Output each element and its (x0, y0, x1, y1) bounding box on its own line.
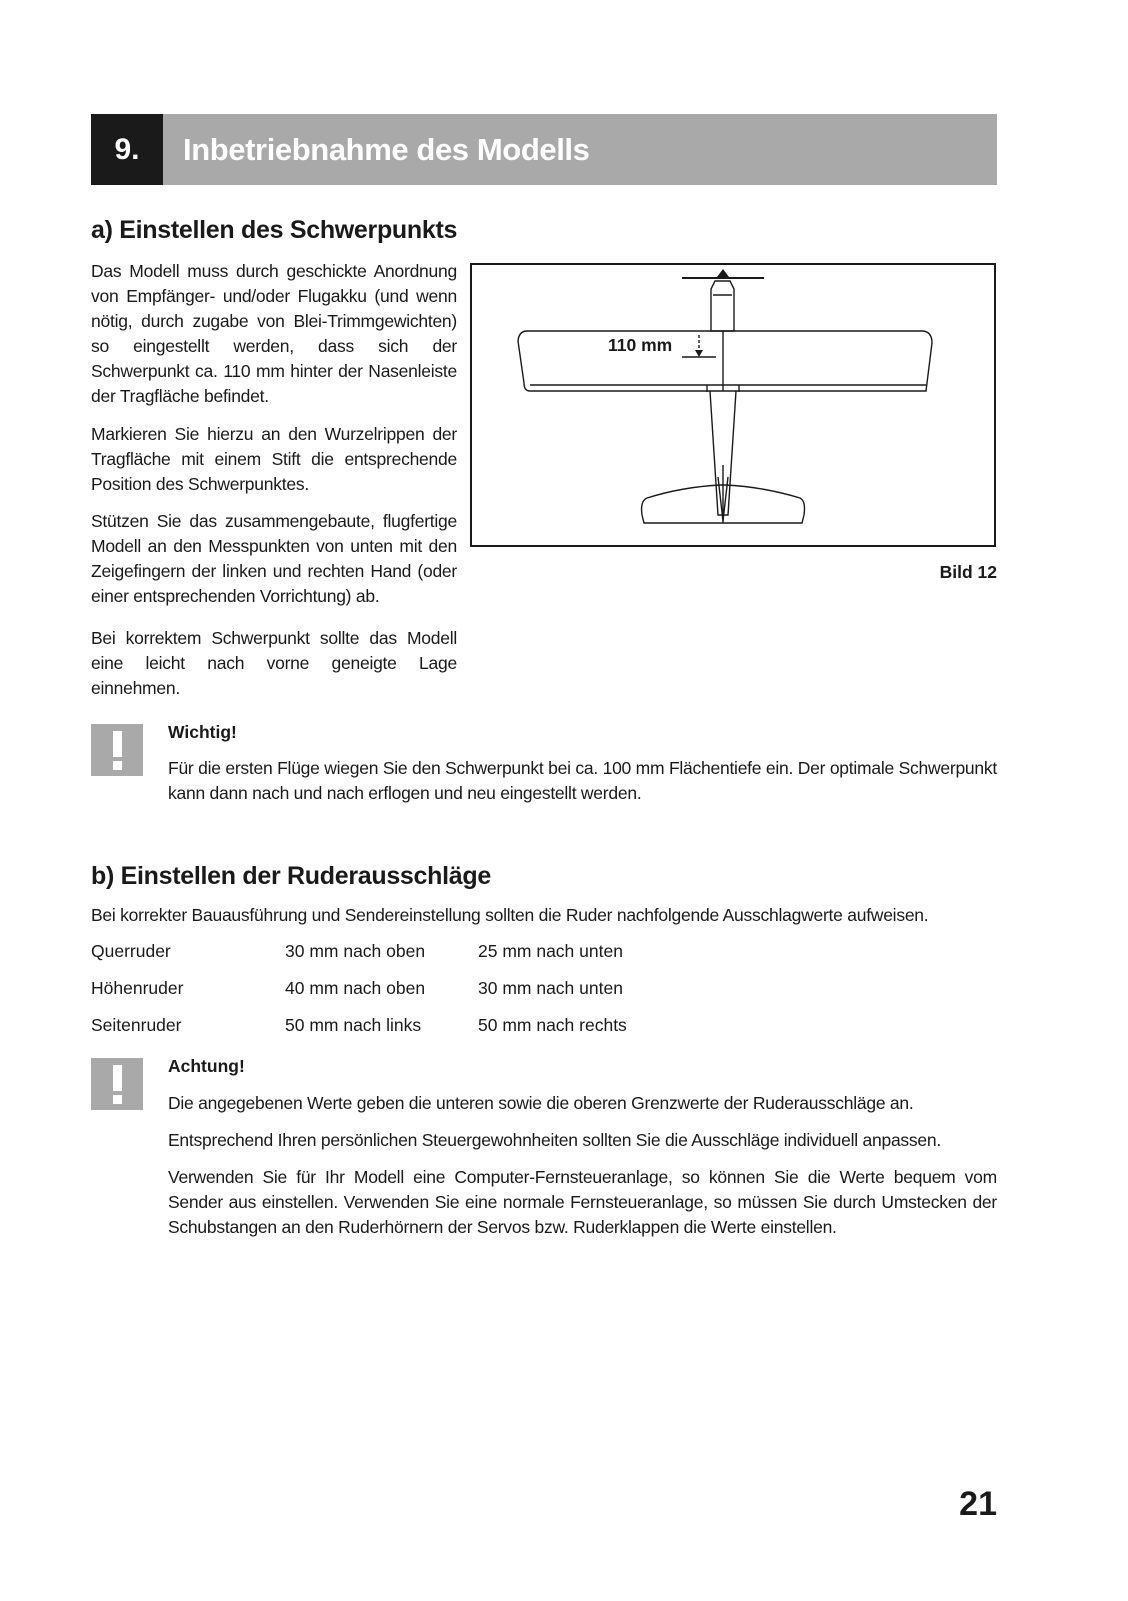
row-value-b: 50 mm nach rechts (478, 1015, 627, 1035)
row-name: Querruder (91, 941, 171, 961)
row-name: Seitenruder (91, 1015, 182, 1035)
section-title: Inbetriebnahme des Modells (183, 132, 590, 167)
note-paragraph-1: Die angegebenen Werte geben die unteren sowie die oberen Grenzwerte der Ruderausschläge an. (168, 1093, 914, 1113)
heading-schwerpunkt: a) Einstellen des Schwerpunkts (91, 216, 458, 244)
row-value-a: 40 mm nach oben (285, 978, 426, 998)
note-title-wichtig: Wichtig! (168, 722, 237, 742)
row-value-b: 25 mm nach unten (478, 941, 623, 961)
paragraph-4: Bei korrektem Schwerpunkt sollte das Modell eine leicht nach vorne geneigte Lage einnehmen. (91, 628, 457, 698)
paragraph-3: Stützen Sie das zusammengebaute, flugfertige Modell an den Messpunkten von unten mit den Zeigefingern der linken und rechten Hand (oder einer entsprechenden Vorrichtung) ab. (91, 511, 457, 606)
note-text-wichtig: Für die ersten Flüge wiegen Sie den Schwerpunkt bei ca. 100 mm Flächentiefe ein. Der optimale Schwerpunkt kann dann nach und nach erflogen und neu eingestellt werden. (168, 758, 997, 803)
row-value-a: 50 mm nach links (285, 1015, 422, 1035)
cg-distance-label: 110 mm (608, 335, 673, 355)
note-title-achtung: Achtung! (168, 1056, 245, 1076)
heading-ruderausschlaege: b) Einstellen der Ruderausschläge (91, 862, 491, 890)
exclamation-icon (91, 724, 143, 776)
row-value-b: 30 mm nach unten (478, 978, 623, 998)
section-number: 9. (91, 114, 163, 185)
paragraph-1: Das Modell muss durch geschickte Anordnung von Empfänger- und/oder Flugakku (und wenn nötig, durch zugabe von Blei-Trimmgewichten) so eingestellt werden, dass sich der Schwerpunkt ca. 110 mm hinter der Nasenleiste der Tragfläche befindet. (91, 261, 457, 406)
paragraph-2: Markieren Sie hierzu an den Wurzelrippen der Tragfläche mit einem Stift die entsprechende Position des Schwerpunktes. (91, 424, 457, 494)
section-header (91, 114, 997, 185)
page-number: 21 (959, 1485, 997, 1523)
note-paragraph-2: Entsprechend Ihren persönlichen Steuergewohnheiten sollten Sie die Ausschläge individuell anpassen. (168, 1130, 942, 1150)
row-value-a: 30 mm nach oben (285, 941, 426, 961)
note-paragraph-3: Verwenden Sie für Ihr Modell eine Computer-Fernsteueranlage, so können Sie die Werte bequem vom Sender aus einstellen. Verwenden Sie eine normale Fernsteueranlage, so müssen Sie durch Umstecken der Schubstangen an den Ruderhörnern der Servos bzw. Ruderklappen die Werte einstellen. (168, 1167, 997, 1237)
figure-caption: Bild 12 (939, 562, 997, 582)
intro-text: Bei korrekter Bauausführung und Sendereinstellung sollten die Ruder nachfolgende Ausschlagwerte aufweisen. (91, 905, 929, 925)
airplane-figure (470, 263, 996, 547)
airplane-drawing (472, 265, 994, 545)
exclamation-icon (91, 1058, 143, 1110)
row-name: Höhenruder (91, 978, 184, 998)
